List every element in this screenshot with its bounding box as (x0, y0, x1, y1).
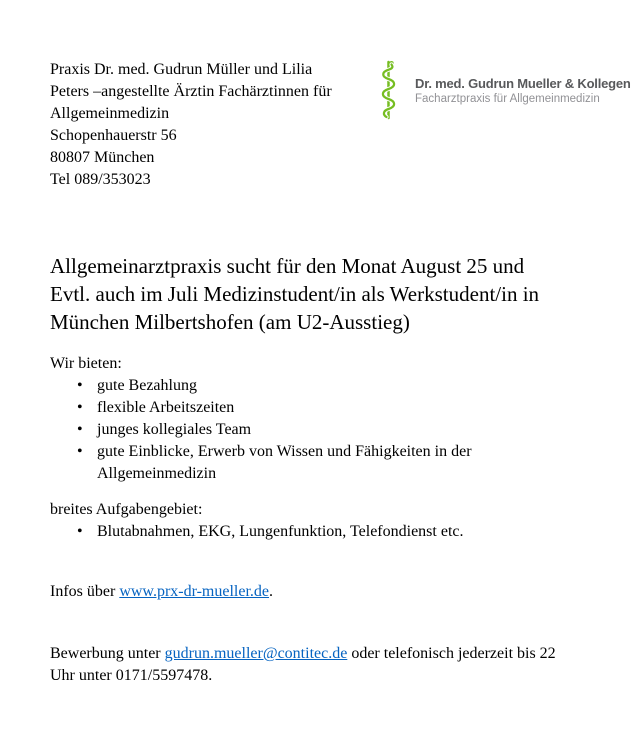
email-link[interactable]: gudrun.mueller@contitec.de (164, 645, 348, 662)
address-line: Praxis Dr. med. Gudrun Müller und Lilia (50, 61, 313, 78)
address-line: Allgemeinmedizin (50, 105, 170, 122)
logo-title: Dr. med. Gudrun Mueller & Kollegen (415, 75, 631, 91)
info-suffix: . (269, 583, 274, 600)
address-line: 80807 München (50, 149, 155, 166)
logo-subtitle: Facharztpraxis für Allgemeinmedizin (415, 92, 600, 105)
list-item: • junges kollegiales Team (50, 419, 550, 441)
application-line (50, 643, 572, 687)
address-line: Schopenhauerstr 56 (50, 127, 177, 144)
info-line (50, 581, 273, 603)
job-title-line: Allgemeinarztpraxis sucht für den Monat August 25 und (50, 254, 525, 278)
practice-logo (378, 60, 631, 120)
sender-address (50, 59, 332, 191)
offers-label: Wir bieten: (50, 355, 122, 372)
application-prefix: Bewerbung unter (50, 645, 165, 662)
job-title-line: Evtl. auch im Juli Medizinstudent/in als Werkstudent/in in (50, 282, 540, 306)
tasks-list (50, 521, 590, 543)
list-item: • flexible Arbeitszeiten (50, 397, 550, 419)
website-link[interactable]: www.prx-dr-mueller.de (119, 583, 270, 600)
offers-list (50, 375, 550, 485)
job-title-line: München Milbertshofen (am U2-Ausstieg) (50, 310, 410, 334)
application-suffix: oder telefonisch jederzeit bis 22 Uhr unter 0171/5597478. (50, 645, 556, 684)
logo-text (415, 76, 631, 105)
info-prefix: Infos über (50, 583, 120, 600)
tasks-label: breites Aufgabengebiet: (50, 501, 203, 518)
list-item: • gute Bezahlung (50, 375, 550, 397)
list-item: • gute Einblicke, Erwerb von Wissen und Fähigkeiten in der Allgemeinmedizin (50, 441, 550, 485)
list-item: • Blutabnahmen, EKG, Lungenfunktion, Telefondienst etc. (50, 521, 590, 543)
address-line: Peters –angestellte Ärztin Fachärztinnen für (50, 83, 332, 100)
job-title (50, 252, 539, 336)
address-line: Tel 089/353023 (50, 171, 151, 188)
rod-of-asclepius-icon (378, 60, 399, 120)
